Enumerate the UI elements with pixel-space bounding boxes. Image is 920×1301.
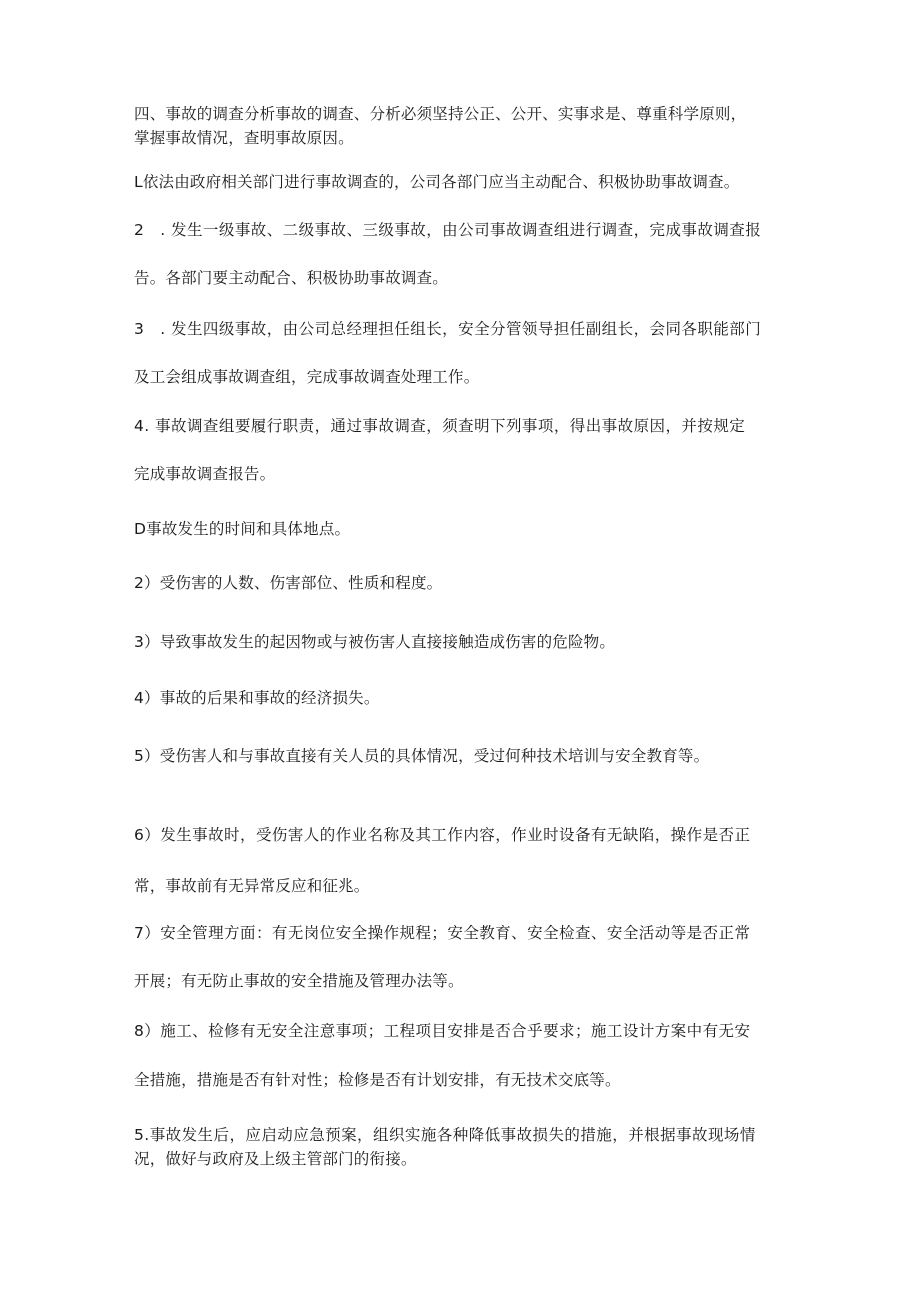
text-line: L依法由政府相关部门进行事故调查的，公司各部门应当主动配合、积极协助事故调查。	[134, 173, 740, 191]
text-line: 7）安全管理方面：有无岗位安全操作规程；安全教育、安全检查、安全活动等是否正常	[134, 924, 751, 942]
text-line: 5）受伤害人和与事故直接有关人员的具体情况，受过何种技术培训与安全教育等。	[134, 747, 710, 765]
text-line: 告。各部门要主动配合、积极协助事故调查。	[134, 269, 449, 287]
text-line: 四、事故的调查分析事故的调查、分析必须坚持公正、公开、实事求是、尊重科学原则，	[134, 105, 747, 123]
text-line: 及工会组成事故调查组，完成事故调查处理工作。	[134, 368, 480, 386]
text-line: 5.事故发生后，应启动应急预案，组织实施各种降低事故损失的措施，并根据事故现场情	[134, 1126, 756, 1144]
text-line: 4）事故的后果和事故的经济损失。	[134, 689, 380, 707]
text-line: 4. 事故调查组要履行职责，通过事故调查，须查明下列事项，得出事故原因，并按规定	[134, 417, 746, 435]
text-line: 开展；有无防止事故的安全措施及管理办法等。	[134, 972, 464, 990]
text-line: 2）受伤害的人数、伤害部位、性质和程度。	[134, 574, 443, 592]
text-line: 掌握事故情况，查明事故原因。	[134, 129, 354, 147]
text-line: 完成事故调查报告。	[134, 465, 276, 483]
text-line: 6）发生事故时，受伤害人的作业名称及其工作内容，作业时设备有无缺陷，操作是否正	[134, 826, 751, 844]
text-line: 2 . 发生一级事故、二级事故、三级事故，由公司事故调查组进行调查，完成事故调查报	[134, 221, 762, 239]
text-line: 8）施工、检修有无安全注意事项；工程项目安排是否合乎要求；施工设计方案中有无安	[134, 1022, 751, 1040]
text-line: D事故发生的时间和具体地点。	[134, 520, 351, 538]
text-line: 况，做好与政府及上级主管部门的衔接。	[134, 1150, 417, 1168]
text-line: 3 . 发生四级事故，由公司总经理担任组长，安全分管领导担任副组长，会同各职能部门	[134, 320, 762, 338]
text-line: 全措施，措施是否有针对性；检修是否有计划安排，有无技术交底等。	[134, 1071, 621, 1089]
text-line: 3）导致事故发生的起因物或与被伤害人直接接触造成伤害的危险物。	[134, 633, 616, 651]
text-line: 常，事故前有无异常反应和征兆。	[134, 877, 370, 895]
